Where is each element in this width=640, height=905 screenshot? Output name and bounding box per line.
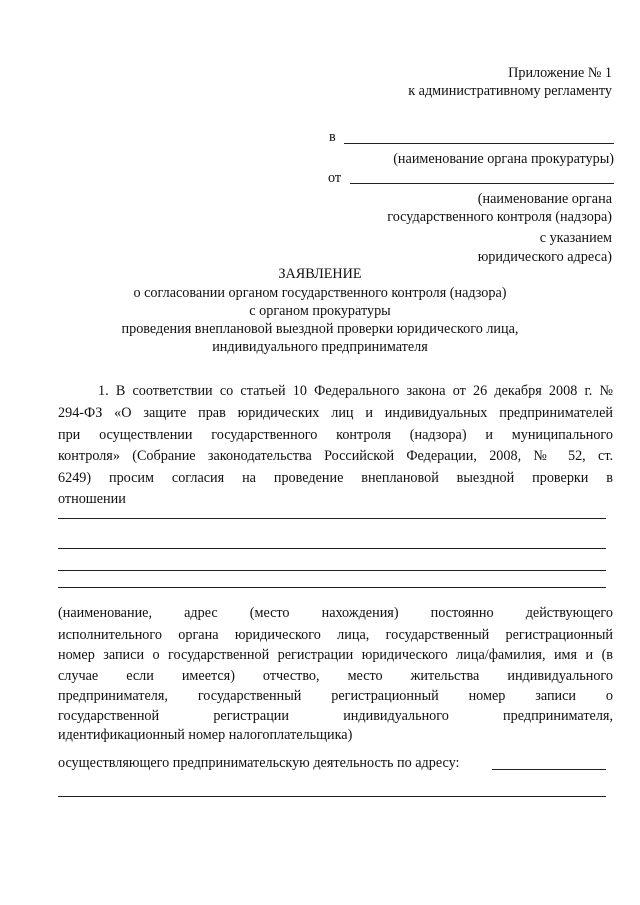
paragraph1-line-4: контроля» (Собрание законодательства Российской Федерации, 2008, № 52, ст. bbox=[58, 448, 613, 464]
control-body-name-field[interactable] bbox=[350, 183, 614, 184]
control-body-caption-2: государственного контроля (надзора) bbox=[387, 209, 612, 225]
caption-line-7: идентификационный номер налогоплательщика) bbox=[58, 727, 353, 743]
control-body-caption-3: с указанием bbox=[539, 230, 612, 246]
activity-address-line-2[interactable] bbox=[58, 796, 606, 797]
title-line-1: о согласовании органом государственного контроля (надзора) bbox=[133, 285, 507, 301]
entity-details-line-1[interactable] bbox=[58, 518, 606, 519]
entity-details-line-4[interactable] bbox=[58, 587, 606, 588]
caption-line-1: (наименование, адрес (место нахождения) постоянно действующего bbox=[58, 605, 613, 621]
title-line-3: проведения внеплановой выездной проверки юридического лица, bbox=[121, 321, 519, 337]
appendix-number: Приложение № 1 bbox=[508, 65, 612, 81]
caption-line-2: исполнительного органа юридического лица, государственный регистрационный bbox=[58, 627, 613, 643]
title-line-4: индивидуального предпринимателя bbox=[212, 339, 428, 355]
document-title: ЗАЯВЛЕНИЕ bbox=[278, 266, 362, 282]
paragraph1-line-1: 1. В соответствии со статьей 10 Федерального закона от 26 декабря 2008 г. № bbox=[98, 383, 613, 399]
caption-line-3: номер записи о государственной регистрации юридического лица/фамилия, имя и (в bbox=[58, 647, 613, 663]
prosecutor-name-caption: (наименование органа прокуратуры) bbox=[393, 151, 614, 167]
paragraph1-line-2: 294-ФЗ «О защите прав юридических лиц и индивидуальных предпринимателей bbox=[58, 405, 613, 421]
caption-line-5: предпринимателя, государственный регистрационный номер записи о bbox=[58, 688, 613, 704]
caption-line-4: случае если имеется) отчество, место жительства индивидуального bbox=[58, 668, 613, 684]
from-prefix: от bbox=[328, 170, 342, 186]
paragraph1-line-5: 6249) просим согласия на проведение внеплановой выездной проверки в bbox=[58, 470, 613, 486]
control-body-caption-1: (наименование органа bbox=[477, 191, 612, 207]
title-line-2: с органом прокуратуры bbox=[249, 303, 391, 319]
paragraph1-line-6: отношении bbox=[58, 491, 126, 507]
entity-details-line-3[interactable] bbox=[58, 570, 606, 571]
to-prefix: в bbox=[329, 129, 336, 145]
prosecutor-name-field[interactable] bbox=[344, 143, 614, 144]
appendix-reference: к административному регламенту bbox=[408, 83, 612, 99]
activity-address-field[interactable] bbox=[492, 769, 606, 770]
entity-details-line-2[interactable] bbox=[58, 548, 606, 549]
caption-line-6: государственной регистрации индивидуального предпринимателя, bbox=[58, 708, 613, 724]
control-body-caption-4: юридического адреса) bbox=[477, 249, 612, 265]
paragraph1-line-3: при осуществлении государственного контроля (надзора) и муниципального bbox=[58, 427, 613, 443]
activity-address-label: осуществляющего предпринимательскую деятельность по адресу: bbox=[58, 755, 460, 771]
